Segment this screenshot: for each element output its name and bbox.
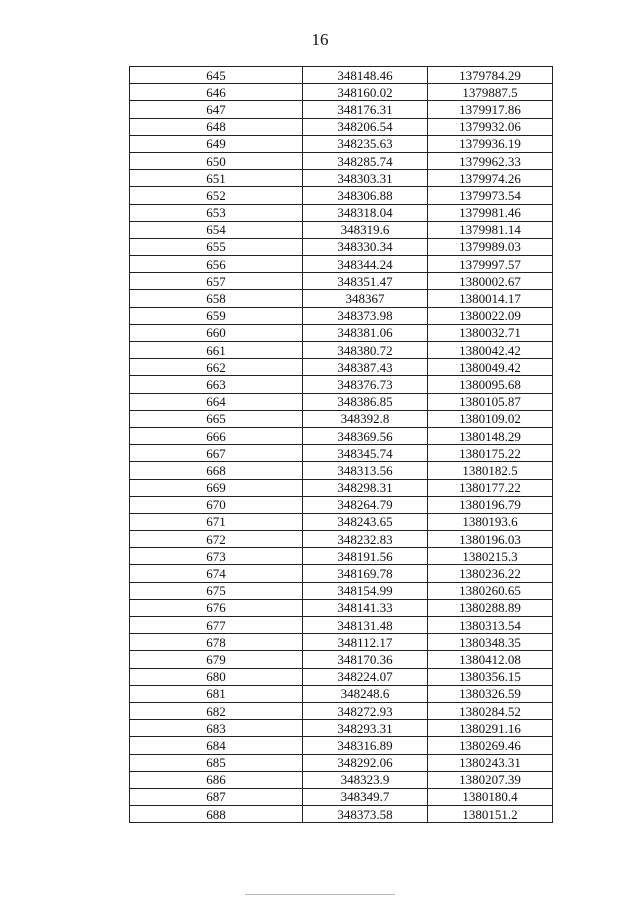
- point-number-cell: 678: [130, 634, 303, 651]
- y-coordinate-cell: 1379981.46: [428, 204, 553, 221]
- x-coordinate-cell: 348224.07: [303, 668, 428, 685]
- y-coordinate-cell: 1380260.65: [428, 582, 553, 599]
- x-coordinate-cell: 348392.8: [303, 410, 428, 427]
- table-row: [130, 479, 553, 496]
- point-number-cell: 673: [130, 548, 303, 565]
- point-number-cell: 650: [130, 152, 303, 169]
- table-row: [130, 548, 553, 565]
- x-coordinate-cell: 348369.56: [303, 427, 428, 444]
- point-number-cell: 682: [130, 702, 303, 719]
- table-row: [130, 565, 553, 582]
- y-coordinate-cell: 1380180.4: [428, 788, 553, 805]
- table-row: [130, 84, 553, 101]
- x-coordinate-cell: 348316.89: [303, 737, 428, 754]
- x-coordinate-cell: 348141.33: [303, 599, 428, 616]
- footer-rule: [245, 894, 395, 895]
- point-number-cell: 667: [130, 445, 303, 462]
- table-row: [130, 393, 553, 410]
- table-row: [130, 170, 553, 187]
- point-number-cell: 670: [130, 496, 303, 513]
- table-row: [130, 187, 553, 204]
- table-row: [130, 427, 553, 444]
- table-row: [130, 67, 553, 84]
- x-coordinate-cell: 348112.17: [303, 634, 428, 651]
- y-coordinate-cell: 1380151.2: [428, 806, 553, 823]
- table-row: [130, 101, 553, 118]
- y-coordinate-cell: 1380215.3: [428, 548, 553, 565]
- point-number-cell: 675: [130, 582, 303, 599]
- table-row: [130, 737, 553, 754]
- coordinates-table: [129, 66, 553, 823]
- x-coordinate-cell: 348131.48: [303, 617, 428, 634]
- table-row: [130, 204, 553, 221]
- y-coordinate-cell: 1380288.89: [428, 599, 553, 616]
- x-coordinate-cell: 348318.04: [303, 204, 428, 221]
- y-coordinate-cell: 1380348.35: [428, 634, 553, 651]
- y-coordinate-cell: 1380049.42: [428, 359, 553, 376]
- table-row: [130, 462, 553, 479]
- x-coordinate-cell: 348160.02: [303, 84, 428, 101]
- y-coordinate-cell: 1380002.67: [428, 273, 553, 290]
- table-row: [130, 342, 553, 359]
- y-coordinate-cell: 1380105.87: [428, 393, 553, 410]
- table-row: [130, 238, 553, 255]
- y-coordinate-cell: 1380313.54: [428, 617, 553, 634]
- y-coordinate-cell: 1380109.02: [428, 410, 553, 427]
- y-coordinate-cell: 1379989.03: [428, 238, 553, 255]
- x-coordinate-cell: 348176.31: [303, 101, 428, 118]
- y-coordinate-cell: 1380207.39: [428, 771, 553, 788]
- point-number-cell: 658: [130, 290, 303, 307]
- point-number-cell: 687: [130, 788, 303, 805]
- table-row: [130, 531, 553, 548]
- point-number-cell: 653: [130, 204, 303, 221]
- x-coordinate-cell: 348206.54: [303, 118, 428, 135]
- table-row: [130, 273, 553, 290]
- point-number-cell: 646: [130, 84, 303, 101]
- x-coordinate-cell: 348169.78: [303, 565, 428, 582]
- y-coordinate-cell: 1380196.79: [428, 496, 553, 513]
- table-row: [130, 445, 553, 462]
- x-coordinate-cell: 348323.9: [303, 771, 428, 788]
- y-coordinate-cell: 1379962.33: [428, 152, 553, 169]
- y-coordinate-cell: 1380022.09: [428, 307, 553, 324]
- y-coordinate-cell: 1380269.46: [428, 737, 553, 754]
- point-number-cell: 665: [130, 410, 303, 427]
- table-row: [130, 651, 553, 668]
- point-number-cell: 663: [130, 376, 303, 393]
- y-coordinate-cell: 1380177.22: [428, 479, 553, 496]
- y-coordinate-cell: 1379932.06: [428, 118, 553, 135]
- y-coordinate-cell: 1380291.16: [428, 720, 553, 737]
- point-number-cell: 647: [130, 101, 303, 118]
- table-row: [130, 771, 553, 788]
- y-coordinate-cell: 1380284.52: [428, 702, 553, 719]
- y-coordinate-cell: 1379973.54: [428, 187, 553, 204]
- point-number-cell: 683: [130, 720, 303, 737]
- y-coordinate-cell: 1380193.6: [428, 513, 553, 530]
- x-coordinate-cell: 348373.58: [303, 806, 428, 823]
- x-coordinate-cell: 348330.34: [303, 238, 428, 255]
- x-coordinate-cell: 348235.63: [303, 135, 428, 152]
- table-row: [130, 152, 553, 169]
- point-number-cell: 651: [130, 170, 303, 187]
- y-coordinate-cell: 1379784.29: [428, 67, 553, 84]
- point-number-cell: 661: [130, 342, 303, 359]
- x-coordinate-cell: 348313.56: [303, 462, 428, 479]
- x-coordinate-cell: 348381.06: [303, 324, 428, 341]
- page-number: 16: [311, 30, 329, 49]
- x-coordinate-cell: 348319.6: [303, 221, 428, 238]
- table-row: [130, 496, 553, 513]
- point-number-cell: 666: [130, 427, 303, 444]
- point-number-cell: 652: [130, 187, 303, 204]
- point-number-cell: 685: [130, 754, 303, 771]
- point-number-cell: 674: [130, 565, 303, 582]
- x-coordinate-cell: 348272.93: [303, 702, 428, 719]
- table-row: [130, 754, 553, 771]
- x-coordinate-cell: 348248.6: [303, 685, 428, 702]
- table-row: [130, 788, 553, 805]
- point-number-cell: 677: [130, 617, 303, 634]
- x-coordinate-cell: 348387.43: [303, 359, 428, 376]
- x-coordinate-cell: 348373.98: [303, 307, 428, 324]
- point-number-cell: 684: [130, 737, 303, 754]
- point-number-cell: 676: [130, 599, 303, 616]
- point-number-cell: 680: [130, 668, 303, 685]
- x-coordinate-cell: 348345.74: [303, 445, 428, 462]
- y-coordinate-cell: 1380032.71: [428, 324, 553, 341]
- table-row: [130, 582, 553, 599]
- table-row: [130, 376, 553, 393]
- point-number-cell: 681: [130, 685, 303, 702]
- y-coordinate-cell: 1379936.19: [428, 135, 553, 152]
- table-row: [130, 634, 553, 651]
- y-coordinate-cell: 1379974.26: [428, 170, 553, 187]
- y-coordinate-cell: 1379981.14: [428, 221, 553, 238]
- y-coordinate-cell: 1380175.22: [428, 445, 553, 462]
- table-row: [130, 307, 553, 324]
- x-coordinate-cell: 348293.31: [303, 720, 428, 737]
- table-row: [130, 668, 553, 685]
- point-number-cell: 648: [130, 118, 303, 135]
- table-row: [130, 513, 553, 530]
- point-number-cell: 649: [130, 135, 303, 152]
- point-number-cell: 672: [130, 531, 303, 548]
- table-row: [130, 685, 553, 702]
- y-coordinate-cell: 1380243.31: [428, 754, 553, 771]
- point-number-cell: 660: [130, 324, 303, 341]
- x-coordinate-cell: 348351.47: [303, 273, 428, 290]
- y-coordinate-cell: 1380095.68: [428, 376, 553, 393]
- point-number-cell: 645: [130, 67, 303, 84]
- table-row: [130, 720, 553, 737]
- x-coordinate-cell: 348191.56: [303, 548, 428, 565]
- table-row: [130, 702, 553, 719]
- point-number-cell: 659: [130, 307, 303, 324]
- table-row: [130, 617, 553, 634]
- x-coordinate-cell: 348298.31: [303, 479, 428, 496]
- y-coordinate-cell: 1380236.22: [428, 565, 553, 582]
- x-coordinate-cell: 348292.06: [303, 754, 428, 771]
- table-row: [130, 410, 553, 427]
- table-row: [130, 599, 553, 616]
- y-coordinate-cell: 1380356.15: [428, 668, 553, 685]
- point-number-cell: 657: [130, 273, 303, 290]
- point-number-cell: 664: [130, 393, 303, 410]
- y-coordinate-cell: 1380148.29: [428, 427, 553, 444]
- y-coordinate-cell: 1379887.5: [428, 84, 553, 101]
- x-coordinate-cell: 348303.31: [303, 170, 428, 187]
- y-coordinate-cell: 1380196.03: [428, 531, 553, 548]
- table-row: [130, 256, 553, 273]
- x-coordinate-cell: 348148.46: [303, 67, 428, 84]
- x-coordinate-cell: 348380.72: [303, 342, 428, 359]
- x-coordinate-cell: 348232.83: [303, 531, 428, 548]
- x-coordinate-cell: 348306.88: [303, 187, 428, 204]
- point-number-cell: 668: [130, 462, 303, 479]
- x-coordinate-cell: 348285.74: [303, 152, 428, 169]
- y-coordinate-cell: 1379917.86: [428, 101, 553, 118]
- table-row: [130, 135, 553, 152]
- y-coordinate-cell: 1380014.17: [428, 290, 553, 307]
- table-row: [130, 359, 553, 376]
- x-coordinate-cell: 348170.36: [303, 651, 428, 668]
- point-number-cell: 671: [130, 513, 303, 530]
- x-coordinate-cell: 348243.65: [303, 513, 428, 530]
- x-coordinate-cell: 348154.99: [303, 582, 428, 599]
- coordinates-table-body: [130, 67, 553, 823]
- y-coordinate-cell: 1379997.57: [428, 256, 553, 273]
- point-number-cell: 662: [130, 359, 303, 376]
- y-coordinate-cell: 1380182.5: [428, 462, 553, 479]
- point-number-cell: 688: [130, 806, 303, 823]
- point-number-cell: 655: [130, 238, 303, 255]
- x-coordinate-cell: 348367: [303, 290, 428, 307]
- table-row: [130, 290, 553, 307]
- table-row: [130, 324, 553, 341]
- y-coordinate-cell: 1380326.59: [428, 685, 553, 702]
- point-number-cell: 654: [130, 221, 303, 238]
- point-number-cell: 656: [130, 256, 303, 273]
- table-row: [130, 118, 553, 135]
- point-number-cell: 686: [130, 771, 303, 788]
- point-number-cell: 679: [130, 651, 303, 668]
- point-number-cell: 669: [130, 479, 303, 496]
- x-coordinate-cell: 348349.7: [303, 788, 428, 805]
- x-coordinate-cell: 348264.79: [303, 496, 428, 513]
- y-coordinate-cell: 1380042.42: [428, 342, 553, 359]
- table-row: [130, 806, 553, 823]
- x-coordinate-cell: 348376.73: [303, 376, 428, 393]
- table-row: [130, 221, 553, 238]
- x-coordinate-cell: 348386.85: [303, 393, 428, 410]
- x-coordinate-cell: 348344.24: [303, 256, 428, 273]
- y-coordinate-cell: 1380412.08: [428, 651, 553, 668]
